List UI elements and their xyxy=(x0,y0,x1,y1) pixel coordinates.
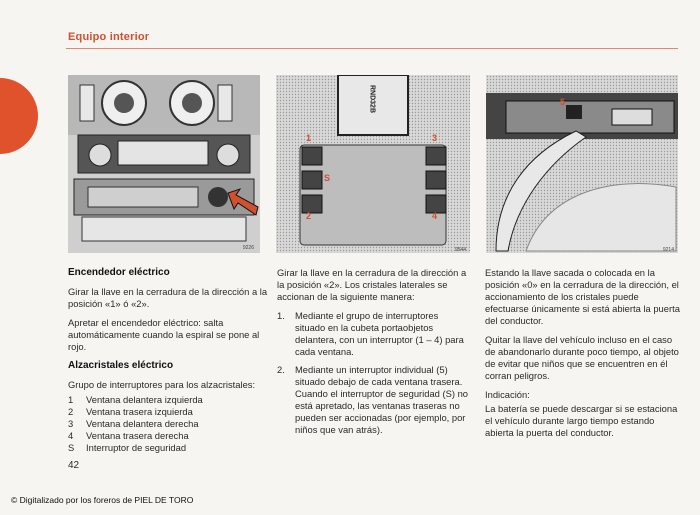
scan-credit: © Digitalizado por los foreros de PIEL DE TORO xyxy=(11,495,194,505)
column-1 xyxy=(68,267,268,472)
figure-switches xyxy=(276,75,470,253)
figure-code: 9214 xyxy=(662,247,674,253)
lighter-heading: Encendedor eléctrico xyxy=(68,267,170,278)
label-1: 1 xyxy=(306,133,312,143)
label-4: 4 xyxy=(432,211,438,221)
label-3: 3 xyxy=(432,133,438,143)
shift-letters: RND32B xyxy=(368,85,376,114)
switch-legend xyxy=(68,394,268,454)
switch-group-intro: Grupo de interruptores para los alzacristales: xyxy=(68,379,256,390)
step-item: 1. Mediante el grupo de interruptores situado en la cubeta portaobjetos delantera, con un interruptor (1 – 4) para cada ventana. xyxy=(277,310,464,357)
column-3 xyxy=(485,267,680,446)
figure-code: 9544 xyxy=(454,247,466,253)
windows-intro: Girar la llave en la cerradura de la dirección a la posición «2». Los cristales laterales se accionan de la siguiente manera: xyxy=(277,267,467,302)
legend-item: 2 Ventana trasera izquierda xyxy=(68,406,193,417)
lighter-text-2: Apretar el encendedor eléctrico: salta automáticamente cuando la espiral se pone al rojo. xyxy=(68,317,260,352)
lighter-text-1: Girar la llave en la cerradura de la dirección a la posición «1» ó «2». xyxy=(68,286,268,309)
header-divider xyxy=(66,48,678,49)
legend-item: 3 Ventana delantera derecha xyxy=(68,418,199,429)
step-item: 2. Mediante un interruptor individual (5) situado debajo de cada ventana trasera. Cuando el interruptor de seguridad (S) no está apretado, las ventanas traseras no pueden ser accionadas (por ejemplo, por niños que van atrás). xyxy=(277,364,469,435)
page-number: 42 xyxy=(68,460,80,471)
legend-item: 4 Ventana trasera derecha xyxy=(68,430,189,441)
legend-item: S Interruptor de seguridad xyxy=(68,442,187,453)
figure-rear-switch xyxy=(486,75,678,253)
chapter-tab xyxy=(0,78,38,154)
label-5: 5 xyxy=(560,97,566,107)
windows-heading: Alzacristales eléctrico xyxy=(68,360,174,371)
remove-key-warning: Quitar la llave del vehículo incluso en el caso de abandonarlo durante poco tiempo, al objeto de evitar que niños que se encuentren en él corran peligros. xyxy=(485,334,679,381)
label-s: S xyxy=(324,173,331,183)
key-removed-text: Estando la llave sacada o colocada en la posición «0» en la cerradura de la dirección, el accionamiento de los cristales puede efectuarse únicamente si está abierta la puerta del conductor. xyxy=(485,267,680,326)
column-2 xyxy=(277,267,471,442)
note-heading: Indicación: xyxy=(485,389,530,400)
legend-item: 1 Ventana delantera izquierda xyxy=(68,394,203,405)
section-title: Equipo interior xyxy=(68,31,150,43)
figure-code: 9226 xyxy=(242,245,254,251)
figure-lighter xyxy=(68,75,260,253)
steps-list xyxy=(277,310,471,436)
note-text: La batería se puede descargar si se estaciona el vehículo durante largo tiempo estando abierta la puerta del conductor. xyxy=(485,403,678,438)
label-2: 2 xyxy=(306,211,312,221)
